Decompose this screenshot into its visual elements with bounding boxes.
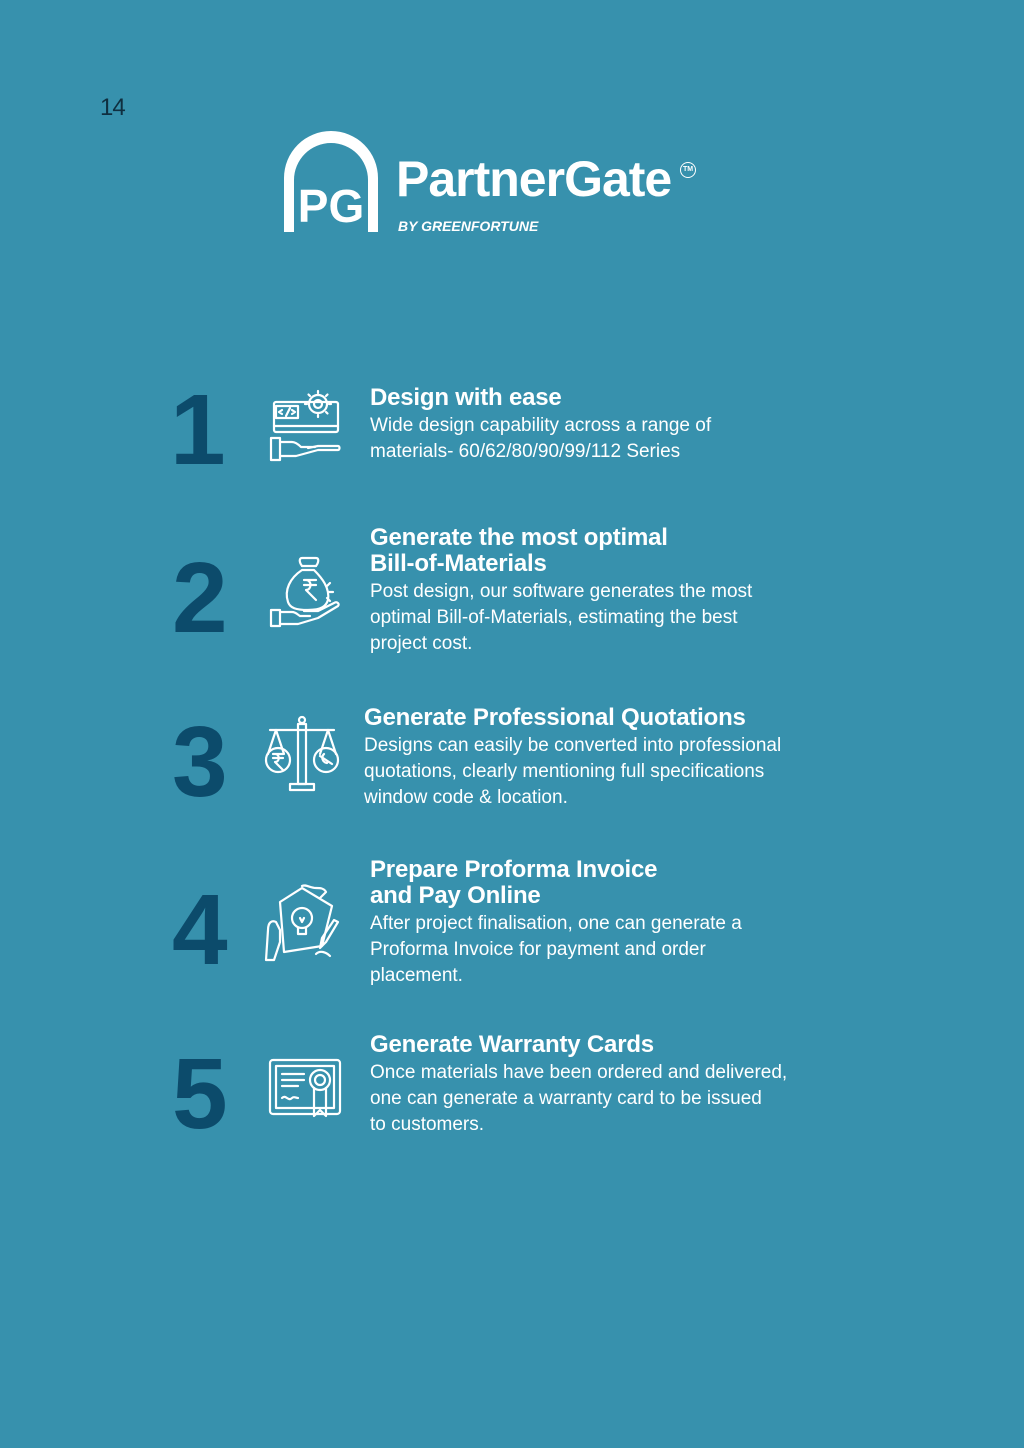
feature-number: 1: [170, 374, 226, 486]
trademark-symbol: TM: [680, 162, 696, 178]
partnergate-logo: [278, 128, 718, 238]
feature-title: Generate Professional Quotations: [364, 704, 746, 731]
feature-number: 4: [172, 874, 228, 986]
feature-title: Prepare Proforma Invoice and Pay Online: [370, 856, 658, 909]
proforma-invoice-hands-icon: [262, 882, 342, 962]
feature-description: Once materials have been ordered and delivered, one can generate a warranty card to be issued to customers.: [370, 1062, 788, 1135]
feature-title: Generate Warranty Cards: [370, 1031, 654, 1058]
brand-name: PartnerGate: [396, 151, 672, 207]
rupee-money-bag-hand-icon: [266, 552, 346, 632]
feature-description: After project finalisation, one can generate a Proforma Invoice for payment and order placement.: [370, 913, 742, 986]
page-number: 14: [100, 94, 125, 121]
feature-description: Designs can easily be converted into professional quotations, clearly mentioning full specifications window code & location.: [364, 735, 782, 808]
warranty-certificate-icon: [266, 1052, 346, 1132]
feature-description: Post design, our software generates the most optimal Bill-of-Materials, estimating the best project cost.: [370, 581, 753, 654]
feature-number: 5: [172, 1038, 228, 1150]
logo-mark-letters: PG: [297, 180, 365, 232]
feature-description: Wide design capability across a range of materials- 60/62/80/90/99/112 Series: [370, 415, 712, 462]
pg-logo-icon: [278, 128, 384, 234]
feature-number: 2: [172, 542, 228, 654]
feature-number: 3: [172, 706, 228, 818]
code-design-hand-icon: [266, 388, 346, 468]
balance-scale-rupee-icon: [262, 714, 342, 794]
feature-title: Generate the most optimal Bill-of-Materials: [370, 524, 668, 577]
brand-byline: BY GREENFORTUNE: [398, 218, 539, 234]
feature-title: Design with ease: [370, 384, 562, 411]
